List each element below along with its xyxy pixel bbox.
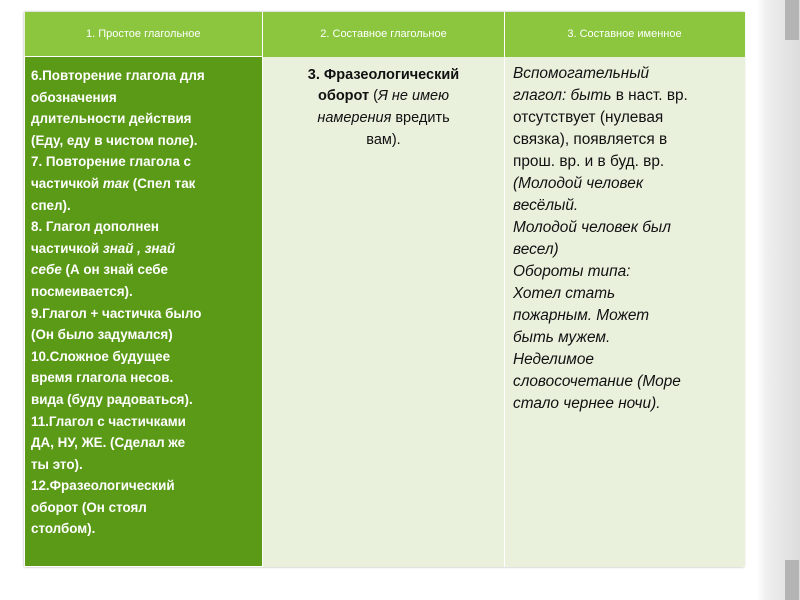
text-line — [513, 195, 739, 217]
content-row — [25, 57, 745, 567]
text-line: (Еду, еду в чистом поле). — [31, 132, 198, 148]
text-line: вам). — [366, 131, 401, 148]
example-italic: стало чернее ночи — [513, 394, 652, 412]
text-line — [513, 85, 739, 107]
cell-compound-verbal — [263, 57, 505, 567]
text-line: отсутствует (нулевая — [513, 108, 664, 126]
example-italic: знай , знай — [102, 240, 176, 256]
text-line: посмеивается). — [31, 283, 133, 299]
text-line: время глагола несов. — [31, 370, 174, 386]
text-line: обозначения — [31, 89, 117, 105]
text-line — [513, 327, 739, 349]
cell-simple-verbal — [25, 57, 263, 567]
text-line: 7. Повторение глагола с — [31, 154, 191, 170]
text-line: ДА, НУ, ЖЕ. (Сделал же — [31, 435, 186, 451]
predicate-types-table — [24, 12, 745, 567]
text-line — [513, 173, 739, 195]
text-line: спел). — [31, 197, 71, 213]
example-italic: намерения — [317, 109, 392, 126]
text-run: (Спел так — [129, 175, 196, 191]
text-run: 3. Фразеологический — [307, 66, 460, 83]
text-line: 10.Сложное будущее — [31, 348, 171, 364]
text-line — [31, 259, 256, 281]
text-line — [513, 217, 739, 239]
text-line — [513, 371, 739, 393]
text-line: вида (буду радоваться). — [31, 391, 193, 407]
text-line — [513, 393, 739, 415]
predicate-types-table-container — [24, 12, 744, 567]
example-italic: так — [102, 175, 130, 191]
example-italic: Море — [642, 372, 681, 390]
text-run: Вспомогательный — [513, 64, 650, 82]
text-line — [513, 349, 739, 371]
text-run: ( — [369, 88, 379, 105]
text-line: 6.Повторение глагола для — [31, 68, 205, 83]
text-run: (А он знай себе — [61, 262, 168, 278]
text-line: связка), появляется в — [513, 130, 668, 148]
header-row — [25, 12, 745, 57]
example-italic: (Молодой человек — [513, 174, 644, 192]
example-italic: весёлый. — [513, 196, 579, 214]
text-run: оборот — [318, 88, 370, 105]
example-italic: Молодой человек был — [513, 218, 671, 236]
text-line — [513, 283, 739, 305]
text-line — [269, 65, 498, 87]
text-line — [513, 261, 739, 283]
text-line: 11.Глагол с частичками — [31, 413, 186, 429]
text-line: 12.Фразеологический — [31, 478, 175, 494]
header-simple-verbal: 1. Простое глагольное — [25, 12, 263, 57]
text-line — [269, 108, 498, 130]
text-run: частичкой — [31, 175, 103, 191]
example-italic: себе — [31, 262, 62, 278]
text-line: столбом). — [31, 521, 96, 537]
example-italic: Я не имею — [378, 88, 449, 105]
text-run: вредить — [391, 109, 450, 126]
text-line — [513, 305, 739, 327]
text-line — [31, 238, 256, 260]
text-line: прош. вр. и в буд. вр. — [513, 152, 665, 170]
cell-compound-nominal — [505, 57, 745, 567]
example-italic: пожарным. Может — [513, 306, 650, 324]
header-compound-nominal: 3. Составное именное — [505, 12, 745, 57]
text-line — [269, 86, 498, 108]
example-italic: быть мужем. — [513, 328, 611, 346]
text-line — [513, 63, 739, 85]
example-italic: весел) — [513, 240, 559, 258]
text-line: длительности действия — [31, 111, 192, 127]
edge-stripe — [785, 0, 799, 40]
example-italic: Обороты типа: — [513, 262, 631, 280]
text-run: глагол: быть — [513, 86, 612, 104]
edge-stripe — [785, 560, 799, 600]
text-run: частичкой — [31, 240, 103, 256]
text-line: 9.Глагол + частичка было — [31, 305, 202, 321]
text-line: 8. Глагол дополнен — [31, 219, 159, 235]
slide-edge-decoration — [757, 0, 800, 600]
text-line — [513, 239, 739, 261]
text-run: словосочетание ( — [513, 372, 643, 390]
text-line: ты это). — [31, 456, 83, 472]
text-line: (Он было задумался) — [31, 327, 173, 343]
example-italic: Хотел стать — [513, 284, 616, 302]
text-line: оборот (Он стоял — [31, 499, 147, 515]
example-italic: Неделимое — [513, 350, 594, 368]
text-line — [31, 173, 256, 195]
text-run: ). — [651, 394, 661, 412]
header-compound-verbal: 2. Составное глагольное — [263, 12, 505, 57]
text-run: в наст. вр. — [611, 86, 688, 104]
